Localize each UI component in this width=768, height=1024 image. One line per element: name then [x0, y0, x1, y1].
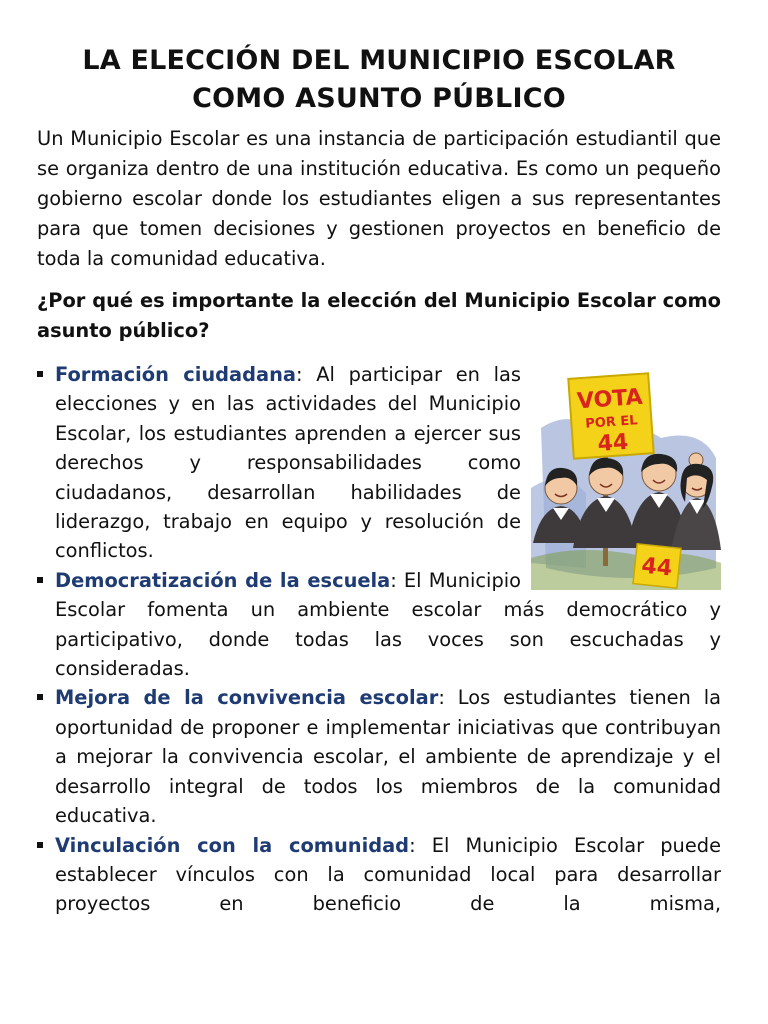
sign-por-el-text: POR EL [584, 413, 639, 432]
list-item-democratizacion [37, 566, 721, 684]
list-item-text: : Los estudiantes tienen la oportunidad de proponer e implementar iniciativas que contribuyan a mejorar la convivencia escolar, el ambiente de aprendizaje y el desarrollo integral de todos los miembros de la comunidad educativa. [55, 686, 721, 828]
list-item-text: : Al participar en las elecciones y en las actividades del Municipio Escolar, los estudiantes aprenden a ejercer sus derechos y responsabilidades como ciudadanos, desarrollan habilidades de liderazgo, trabajo en equipo y resolución de conflictos. [55, 363, 522, 563]
list-item-vinculacion [37, 831, 721, 919]
list-item-formacion [37, 360, 721, 566]
list-item-term: Democratización de la escuela [55, 568, 391, 592]
page-title [37, 42, 721, 118]
document-page [37, 42, 721, 919]
list-item-term: Formación ciudadana [55, 363, 296, 386]
list-item-text: : El Municipio Escolar puede establecer vínculos con la comunidad local para desarrollar proyectos en beneficio de la misma, [55, 833, 721, 916]
reasons-list [37, 360, 721, 919]
bullet-marker [37, 694, 43, 700]
title-line-2: COMO ASUNTO PÚBLICO [192, 83, 566, 114]
bullet-marker [37, 842, 43, 848]
list-item-term: Mejora de la convivencia escolar [55, 686, 439, 710]
intro-paragraph: Un Municipio Escolar es una instancia de participación estudiantil que se organiza dentro de una institución educativa. Es como un pequeño gobierno escolar donde los estudiantes eligen a sus representantes para que tomen decisiones y gestionen proyectos en beneficio de toda la comunidad educativa. [37, 127, 721, 270]
list-item-convivencia [37, 683, 721, 830]
list-item-text: : El Municipio Escolar fomenta un ambiente escolar más democrático y participativo, donde todas las voces son escuchadas y consideradas. [55, 568, 721, 681]
sign-vota-text: VOTA [576, 384, 644, 415]
sign-number-text: 44 [596, 429, 630, 457]
lower-sign-number-text: 44 [640, 553, 674, 582]
list-item-term: Vinculación con la comunidad [55, 833, 410, 857]
bullet-marker [37, 577, 43, 583]
question-heading: ¿Por qué es importante la elección del Municipio Escolar como asunto público? [37, 289, 721, 342]
bullet-marker [37, 371, 43, 377]
title-line-1: LA ELECCIÓN DEL MUNICIPIO ESCOLAR [82, 45, 676, 76]
